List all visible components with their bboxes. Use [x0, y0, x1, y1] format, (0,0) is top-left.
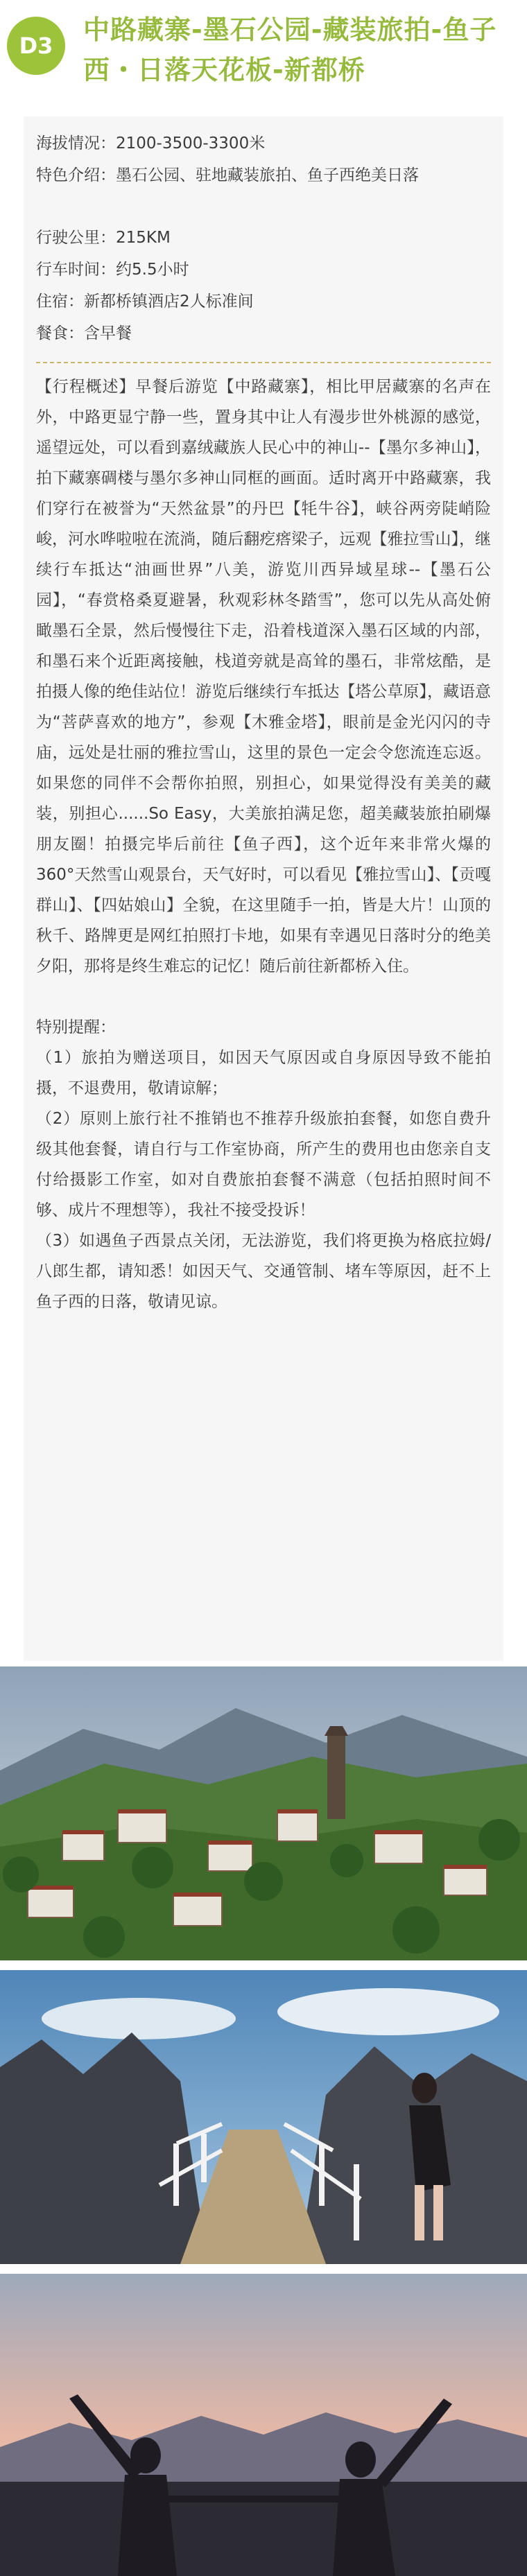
village-photo — [0, 1666, 527, 1960]
notice-item-1: （1）旅拍为赠送项目，如因天气原因或自身原因导致不能拍摄，不退费用，敬请谅解； — [36, 1049, 491, 1097]
dashed-divider — [36, 362, 491, 363]
stone-park-photo — [0, 1970, 527, 2264]
lodging-info: 住宿：新都桥镇酒店2人标准间 — [36, 293, 254, 311]
features-info: 特色介绍：墨石公园、驻地藏装旅拍、鱼子西绝美日落 — [36, 166, 419, 184]
overview-text: 【行程概述】早餐后游览【中路藏寨】，相比甲居藏寨的名声在外，中路更显宁静一些，置身其中让人有漫步世外桃源的感觉，遥望远处，可以看到嘉绒藏族人民心中的神山--【墨尔多神山】，拍下藏寨碉楼与墨尔多神山同框的画面。适时离开中路藏寨，我们穿行在被誉为“天然盆景”的丹巴【牦牛谷】，峡谷两旁陡峭险峻，河水哗啦啦在流淌，随后翻疙瘩梁子，远观【雅拉雪山】，继续行车抵达“油画世界”八美，游览川西异域星球--【墨石公园】，“春赏格桑夏避暑，秋观彩林冬踏雪”，您可以先从高处俯瞰墨石全景，然后慢慢往下走，沿着栈道深入墨石区域的内部，和墨石来个近距离接触，栈道旁就是高耸的墨石，非常炫酷，是拍摄人像的绝佳站位！游览后继续行车抵达【塔公草原】，藏语意为“菩萨喜欢的地方”，参观【木雅金塔】，眼前是金光闪闪的寺庙，远处是壮丽的雅拉雪山，这里的景色一定会令您流连忘返。如果您的同伴不会帮你拍照，别担心，如果觉得没有美美的藏装，别担心......So Easy，大美旅拍满足您，超美藏装旅拍刷爆朋友圈！拍摄完毕后前往【鱼子西】，这个近年来非常火爆的360°天然雪山观景台，天气好时，可以看见【雅拉雪山】、【贡嘎群山】、【四姑娘山】全貌，在这里随手一拍，皆是大片！山顶的秋千、路牌更是网红拍照打卡地，如果有幸遇见日落时分的绝美夕阳，那将是终生难忘的记忆！随后前往新都桥入住。 — [36, 378, 491, 975]
notice-title: 特别提醒： — [36, 1018, 116, 1036]
drive-time-info: 行车时间：约5.5小时 — [36, 261, 189, 279]
day-badge: D3 — [7, 17, 65, 75]
distance-info: 行驶公里：215KM — [36, 229, 171, 247]
itinerary-card — [24, 116, 503, 1661]
sunset-photo — [0, 2274, 527, 2576]
notice-item-3: （3）如遇鱼子西景点关闭，无法游览，我们将更换为格底拉姆/八郎生都，请知悉！如因天气、交通管制、堵车等原因，赶不上鱼子西的日落，敬请见谅。 — [36, 1232, 491, 1311]
notice-item-2: （2）原则上旅行社不推销也不推荐升级旅拍套餐，如您自费升级其他套餐，请自行与工作室协商，所产生的费用也由您亲自支付给摄影工作室，如对自费旅拍套餐不满意（包括拍照时间不够、成片不理想等），我社不接受投诉！ — [36, 1110, 491, 1219]
altitude-info: 海拔情况：2100-3500-3300米 — [36, 134, 266, 153]
meals-info: 餐食：含早餐 — [36, 324, 132, 342]
day-header — [0, 0, 527, 103]
day-title: 中路藏寨-墨石公园-藏装旅拍-鱼子西・日落天花板-新都桥 — [83, 15, 497, 85]
